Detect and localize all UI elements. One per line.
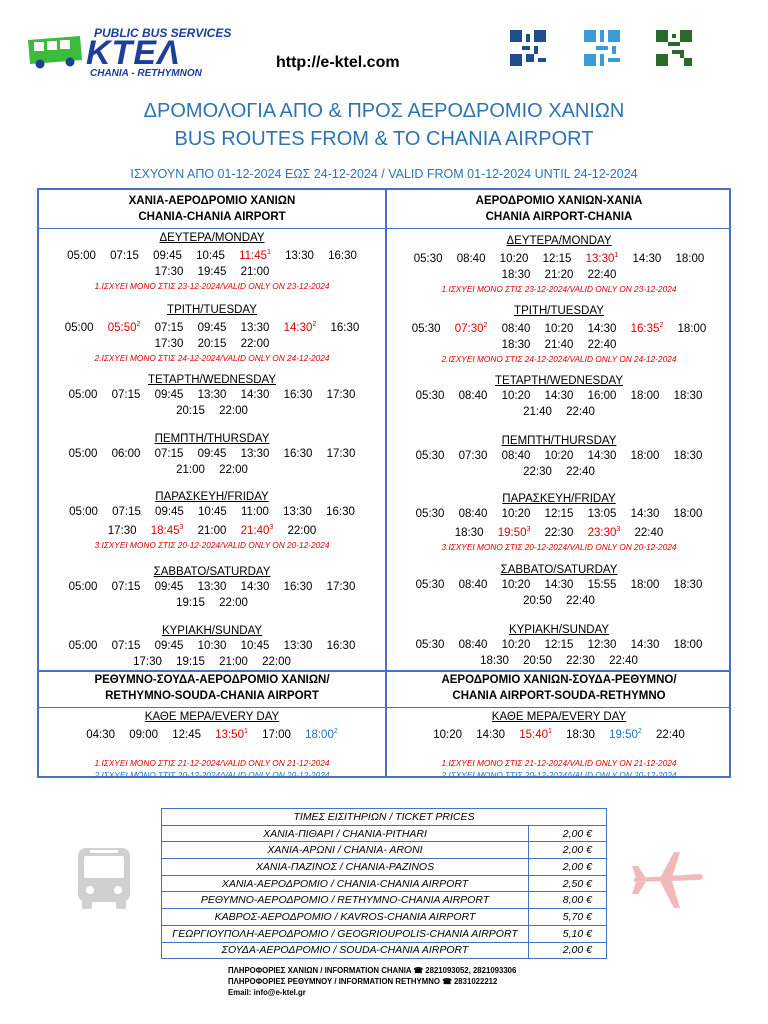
airplane-icon — [630, 848, 706, 912]
rethymno-left-schedule — [39, 710, 385, 781]
day-schedule — [39, 624, 385, 670]
departure-time: 09:45 — [153, 249, 182, 262]
departure-time: 17:30 — [154, 337, 184, 350]
departure-time: 08:40 — [501, 322, 531, 335]
day-schedule — [39, 303, 385, 364]
price-route: ΧΑΝΙΑ-ΠΑΖΙΝΟΣ / CHANIA-PAZINOS — [162, 859, 529, 876]
departure-times-row — [386, 464, 732, 480]
price-route: ΧΑΝΙΑ-ΠΙΘΑΡΙ / CHANIA-PITHARI — [162, 825, 529, 842]
day-schedule — [386, 623, 732, 669]
departure-time: $05:50^2$ — [107, 321, 141, 334]
departure-time: 22:30 — [544, 526, 574, 539]
departure-times-row — [39, 264, 385, 280]
departure-time: 22:30 — [523, 466, 552, 478]
footnote-marker: 1 — [267, 249, 271, 256]
departure-time: 05:30 — [415, 390, 445, 402]
logo-city: CHANIA - RETHYMNON — [90, 68, 202, 79]
day-name: ΚΥΡΙΑΚΗ/SUNDAY — [161, 625, 263, 637]
departure-time: 16:30 — [330, 321, 360, 334]
header-divider — [39, 228, 729, 229]
day-schedule — [39, 373, 385, 419]
departure-times-row — [386, 577, 732, 593]
price-route: ΓΕΩΡΓΙΟΥΠΟΛΗ-ΑΕΡΟΔΡΟΜΙΟ / GEOGRIOUPOLIS-CHANIA AIRPORT — [162, 925, 529, 942]
left-column-header — [39, 193, 385, 225]
departure-time: 13:30 — [283, 640, 313, 652]
departure-time: 05:30 — [415, 639, 445, 651]
departure-time: 18:30 — [454, 526, 484, 539]
departure-time: 20:50 — [523, 655, 552, 667]
departure-time: 16:30 — [326, 506, 355, 518]
departure-time: 21:00 — [176, 464, 205, 476]
departure-time: 22:00 — [262, 656, 291, 668]
departure-time: 16:00 — [587, 390, 617, 402]
footnote-marker: 2 — [333, 728, 338, 735]
departure-times-row — [386, 337, 732, 353]
footnote-marker: 2 — [637, 728, 642, 735]
departure-time: $23:30^3$ — [587, 526, 621, 539]
departure-time: 09:45 — [154, 389, 184, 401]
departure-time: 14:30 — [587, 322, 617, 335]
departure-time: 18:00 — [630, 390, 660, 402]
right-header-gr: ΑΕΡΟΔΡΟΜΙΟ ΧΑΝΙΩΝ-ΧΑΝΙΑ — [475, 195, 643, 207]
rethymno-left-header — [39, 672, 385, 704]
rethymno-right-header-gr: ΑΕΡΟΔΡΟΜΙΟ ΧΑΝΙΩΝ-ΣΟΥΔΑ-ΡΕΘΥΜΝΟ/ — [441, 674, 677, 686]
footnote-marker: 1 — [243, 728, 248, 735]
departure-time: 22:40 — [566, 406, 595, 418]
departure-time: 18:30 — [673, 579, 703, 591]
price-row — [162, 842, 607, 859]
departure-time: 17:30 — [326, 448, 356, 460]
departure-time: 16:30 — [283, 448, 313, 460]
footnote: 1.ΙΣΧΥΕΙ ΜΟΝΟ ΣΤΙΣ 23-12-2024/VALID ONLY ON 23-12-2024 — [441, 283, 677, 294]
departure-time: 08:40 — [456, 252, 486, 265]
departure-time: 10:45 — [198, 506, 227, 518]
departure-times-row — [39, 520, 385, 539]
departure-time: 22:40 — [655, 728, 685, 741]
departure-time: $13:50^1$ — [215, 728, 248, 741]
departure-times-row — [39, 403, 385, 419]
schedule-table — [37, 188, 731, 778]
departure-time: 18:30 — [501, 268, 531, 281]
departure-time: $07:30^2$ — [454, 322, 488, 335]
departure-time: 18:00 — [677, 322, 707, 335]
day-name: ΚΥΡΙΑΚΗ/SUNDAY — [508, 624, 610, 636]
departure-time: 22:40 — [587, 268, 617, 281]
departure-time: 10:20 — [499, 252, 529, 265]
departure-times-row — [39, 446, 385, 462]
price-row — [162, 859, 607, 876]
departure-times-row — [386, 404, 732, 420]
info-rethymno: ΠΛΗΡΟΦΟΡΙΕΣ ΡΕΘΥΜΝΟΥ / INFORMATION RETHYMNO ☎ 2831022212 — [228, 977, 498, 986]
right-header-en: CHANIA AIRPORT-CHANIA — [485, 211, 633, 223]
validity-period: ΙΣΧΥΟΥΝ ΑΠΟ 01-12-2024 ΕΩΣ 24-12-2024 / VALID FROM 01-12-2024 UNTIL 24-12-2024 — [130, 167, 638, 181]
departure-time: 22:00 — [287, 524, 317, 537]
departure-time: 05:00 — [67, 249, 96, 262]
footnote-marker: 3 — [526, 526, 531, 533]
departure-time: 17:30 — [107, 524, 137, 537]
departure-time: 17:00 — [262, 728, 291, 741]
departure-time: 07:15 — [154, 448, 184, 460]
departure-time: 10:20 — [544, 450, 574, 462]
departure-times-row — [386, 267, 732, 283]
departure-time: 18:30 — [673, 450, 703, 462]
price-row — [162, 925, 607, 942]
departure-time: 05:00 — [68, 581, 98, 593]
departure-time: 10:20 — [501, 390, 531, 402]
departure-time: 09:45 — [197, 448, 227, 460]
price-value: 2,50 € — [529, 875, 607, 892]
departure-time: 18:00 — [675, 252, 705, 265]
day-name: ΤΕΤΑΡΤΗ/WEDNESDAY — [148, 374, 276, 386]
departure-time: 07:15 — [111, 581, 141, 593]
departure-time: 16:30 — [283, 389, 313, 401]
price-route: ΚΑΒΡΟΣ-ΑΕΡΟΔΡΟΜΙΟ / KAVROS-CHANIA AIRPORT — [162, 909, 529, 926]
departure-time: 10:20 — [501, 639, 531, 651]
right-column-header — [386, 193, 732, 225]
departure-time: 17:30 — [154, 265, 184, 278]
departure-time: 15:55 — [587, 579, 617, 591]
departure-time: 07:15 — [111, 389, 141, 401]
departure-time: $11:45^1$ — [239, 249, 271, 262]
day-schedule — [39, 231, 385, 292]
departure-times-row — [39, 504, 385, 520]
departure-time: 22:40 — [566, 466, 595, 478]
departure-times-row — [39, 336, 385, 352]
website-url[interactable]: http://e-ktel.com — [276, 54, 400, 71]
logo-brand: KTEΛ — [86, 34, 181, 72]
departure-time: 05:30 — [413, 252, 443, 265]
departure-time: 09:45 — [155, 506, 184, 518]
ticket-prices-body — [162, 825, 607, 959]
departure-time: 14:30 — [632, 252, 662, 265]
footnote-marker: 2 — [659, 322, 664, 329]
departure-time: 12:15 — [544, 639, 574, 651]
day-schedule — [386, 492, 732, 553]
departure-time: 10:20 — [433, 728, 463, 741]
departure-time: 17:30 — [133, 656, 162, 668]
departure-time: 21:20 — [544, 268, 574, 281]
departure-time: 14:30 — [544, 579, 574, 591]
departure-time: 21:00 — [219, 656, 248, 668]
departure-time: 17:30 — [326, 389, 356, 401]
departure-time: 18:00 — [673, 508, 703, 520]
day-schedule — [386, 434, 732, 480]
departure-times-row — [386, 653, 732, 669]
departure-time: 14:30 — [630, 508, 660, 520]
day-name: ΤΡΙΤΗ/TUESDAY — [514, 305, 604, 317]
price-row — [162, 909, 607, 926]
departure-times-row — [386, 318, 732, 337]
price-row — [162, 875, 607, 892]
departure-time: 20:15 — [176, 405, 205, 417]
rethymno-left-header-en: RETHYMNO-SOUDA-CHANIA AIRPORT — [105, 690, 319, 702]
price-value: 2,00 € — [529, 825, 607, 842]
departure-time: 04:30 — [86, 728, 116, 741]
day-schedule — [386, 374, 732, 420]
departure-time: 13:30 — [240, 321, 270, 334]
departure-time: 14:30 — [630, 639, 660, 651]
departure-time: 14:30 — [544, 390, 574, 402]
departure-time: 21:00 — [197, 524, 227, 537]
day-name: ΚΑΘΕ ΜΕΡΑ/EVERY DAY — [144, 711, 280, 723]
departure-time: 10:30 — [197, 640, 227, 652]
day-name: ΠΑΡΑΣΚΕΥΗ/FRIDAY — [502, 493, 616, 505]
day-name: ΠΕΜΠΤΗ/THURSDAY — [501, 435, 617, 447]
departure-time: 08:40 — [458, 508, 488, 520]
price-value: 2,00 € — [529, 842, 607, 859]
info-chania: ΠΛΗΡΟΦΟΡΙΕΣ ΧΑΝΙΩΝ / INFORMATION CHANIA ☎ 2821093052, 2821093306 — [228, 966, 517, 975]
departure-time: 10:45 — [196, 249, 225, 262]
day-name: ΔΕΥΤΕΡΑ/MONDAY — [506, 235, 612, 247]
price-row — [162, 892, 607, 909]
header — [0, 0, 768, 90]
departure-time: 19:45 — [197, 265, 227, 278]
departure-time: 22:40 — [566, 595, 595, 607]
departure-time: 10:45 — [240, 640, 270, 652]
day-schedule — [39, 432, 385, 478]
departure-times-row — [386, 522, 732, 541]
day-name: ΣΑΒΒΑΤΟ/SATURDAY — [153, 566, 271, 578]
departure-time: 05:00 — [68, 448, 98, 460]
departure-time: 17:30 — [326, 581, 356, 593]
departure-time: 13:30 — [240, 448, 270, 460]
departure-time: 18:00 — [630, 450, 660, 462]
departure-time: 12:30 — [587, 639, 617, 651]
page-title-gr: ΔΡΟΜΟΛΟΓΙΑ ΑΠΟ & ΠΡΟΣ ΑΕΡΟΔΡΟΜΙΟ ΧΑΝΙΩΝ — [143, 100, 625, 122]
footnote: 3.ΙΣΧΥΕΙ ΜΟΝΟ ΣΤΙΣ 20-12-2024/VALID ONLY ON 20-12-2024 — [94, 539, 330, 550]
departure-times-row — [39, 654, 385, 670]
departure-times-row — [386, 637, 732, 653]
departure-time: 20:50 — [523, 595, 552, 607]
footnote: 2.ΙΣΧΥΕΙ ΜΟΝΟ ΣΤΙΣ 20-12-2024/VALID ONLY ON 20-12-2024 — [441, 769, 677, 780]
departure-time: 18:30 — [501, 338, 531, 351]
departure-time: 22:00 — [219, 405, 248, 417]
departure-time: 05:30 — [415, 450, 445, 462]
departure-time: 18:30 — [566, 728, 595, 741]
departure-time: 13:30 — [283, 506, 312, 518]
departure-time: 08:40 — [458, 390, 488, 402]
departure-time: 14:30 — [240, 581, 270, 593]
rethymno-right-header-en: CHANIA AIRPORT-SOUDA-RETHYMNO — [452, 690, 666, 702]
departure-time: 09:45 — [154, 640, 184, 652]
page-title-en: BUS ROUTES FROM & TO CHANIA AIRPORT — [174, 128, 594, 150]
departure-time: 18:30 — [480, 655, 509, 667]
footnote: 2.ΙΣΧΥΕΙ ΜΟΝΟ ΣΤΙΣ 24-12-2024/VALID ONLY ON 24-12-2024 — [441, 353, 677, 364]
departure-times-row — [39, 724, 385, 743]
departure-time: 07:15 — [154, 321, 184, 334]
departure-time: 10:20 — [544, 322, 574, 335]
departure-time: 13:30 — [285, 249, 314, 262]
logo-bus-icon — [24, 34, 84, 70]
departure-time: 22:00 — [219, 597, 248, 609]
departure-time: 05:00 — [68, 389, 98, 401]
day-name: ΣΑΒΒΑΤΟ/SATURDAY — [500, 564, 618, 576]
departure-time: 18:30 — [673, 390, 703, 402]
departure-time: $15:40^1$ — [519, 728, 552, 741]
qr-code-icon[interactable] — [656, 30, 692, 66]
price-value: 2,00 € — [529, 859, 607, 876]
departure-time: $14:30^2$ — [283, 321, 317, 334]
footnote: 1.ΙΣΧΥΕΙ ΜΟΝΟ ΣΤΙΣ 21-12-2024/VALID ONLY ON 21-12-2024 — [441, 757, 677, 768]
departure-time: 07:15 — [110, 249, 139, 262]
departure-time: 16:30 — [326, 640, 356, 652]
footnote-marker: 1 — [614, 252, 619, 259]
departure-time: 10:20 — [501, 579, 531, 591]
day-name: ΤΡΙΤΗ/TUESDAY — [167, 304, 257, 316]
departure-time: $18:00^2$ — [305, 728, 338, 741]
departure-time: 22:00 — [219, 464, 248, 476]
departure-times-row — [39, 387, 385, 403]
departure-time: 05:00 — [64, 321, 94, 334]
departure-time: 18:00 — [630, 579, 660, 591]
ticket-prices-title: ΤΙΜΕΣ ΕΙΣΙΤΗΡΙΩΝ / TICKET PRICES — [162, 809, 607, 826]
day-schedule — [386, 563, 732, 609]
departure-time: 05:00 — [68, 640, 98, 652]
departure-time: $16:35^2$ — [630, 322, 664, 335]
price-value: 8,00 € — [529, 892, 607, 909]
footnote: 3.ΙΣΧΥΕΙ ΜΟΝΟ ΣΤΙΣ 20-12-2024/VALID ONLY ON 20-12-2024 — [441, 541, 677, 552]
footnote-marker: 1 — [547, 728, 552, 735]
departure-time: 21:00 — [240, 265, 270, 278]
departure-time: $19:50^2$ — [609, 728, 642, 741]
departure-times-row — [386, 248, 732, 267]
departure-time: 22:30 — [566, 655, 595, 667]
rethymno-right-schedule — [386, 710, 732, 781]
day-schedule — [386, 234, 732, 295]
price-value: 5,10 € — [529, 925, 607, 942]
day-name: ΔΕΥΤΕΡΑ/MONDAY — [159, 232, 265, 244]
departure-time: 05:00 — [69, 506, 98, 518]
departure-time: $18:45^3$ — [150, 524, 184, 537]
price-route: ΧΑΝΙΑ-ΑΕΡΟΔΡΟΜΙΟ / CHANIA-CHANIA AIRPORT — [162, 875, 529, 892]
footnote-marker: 2 — [312, 321, 317, 328]
day-schedule — [39, 490, 385, 551]
departure-time: 07:15 — [111, 640, 141, 652]
departure-times-row — [386, 724, 732, 743]
left-header-en: CHANIA-CHANIA AIRPORT — [138, 211, 286, 223]
departure-time: 07:30 — [458, 450, 488, 462]
departure-time: 14:30 — [587, 450, 617, 462]
departure-time: 21:40 — [544, 338, 574, 351]
departure-time: 09:45 — [197, 321, 227, 334]
day-name: ΤΕΤΑΡΤΗ/WEDNESDAY — [495, 375, 623, 387]
departure-time: 22:00 — [240, 337, 270, 350]
departure-time: 12:15 — [544, 508, 574, 520]
departure-times-row — [386, 593, 732, 609]
departure-time: 07:15 — [112, 506, 141, 518]
price-route: ΣΟΥΔΑ-ΑΕΡΟΔΡΟΜΙΟ / SOUDA-CHANIA AIRPORT — [162, 942, 529, 959]
departure-time: 11:00 — [241, 506, 269, 518]
departure-times-row — [386, 388, 732, 404]
bus-icon — [76, 846, 132, 910]
rethymno-right-header — [386, 672, 732, 704]
price-route: ΧΑΝΙΑ-ΑΡΩΝΙ / CHANIA- ARONI — [162, 842, 529, 859]
price-row — [162, 942, 607, 959]
departure-time: 13:30 — [197, 581, 227, 593]
day-schedule — [39, 565, 385, 611]
departure-time: 22:40 — [587, 338, 617, 351]
departure-time: 13:05 — [587, 508, 617, 520]
departure-time: 12:45 — [172, 728, 201, 741]
departure-times-row — [386, 506, 732, 522]
departure-time: $13:30^1$ — [585, 252, 619, 265]
departure-time: 21:40 — [523, 406, 552, 418]
info-email[interactable]: Email: info@e-ktel.gr — [228, 988, 306, 997]
footnote-marker: 3 — [269, 524, 274, 531]
departure-time: 20:15 — [197, 337, 227, 350]
departure-time: 10:20 — [501, 508, 531, 520]
day-name: ΚΑΘΕ ΜΕΡΑ/EVERY DAY — [491, 711, 627, 723]
departure-time: 19:15 — [176, 597, 205, 609]
departure-time: $21:40^3$ — [240, 524, 274, 537]
departure-time: 14:30 — [240, 389, 270, 401]
departure-time: 05:30 — [411, 322, 441, 335]
rethymno-header-divider — [39, 707, 729, 708]
ticket-prices-table — [161, 808, 607, 959]
departure-time: 06:00 — [111, 448, 141, 460]
departure-times-row — [386, 448, 732, 464]
departure-times-row — [39, 317, 385, 336]
footnote-marker: 3 — [616, 526, 621, 533]
departure-times-row — [39, 245, 385, 264]
departure-time: $19:50^3$ — [497, 526, 531, 539]
footnote-marker: 2 — [136, 321, 141, 328]
price-row — [162, 825, 607, 842]
day-name: ΠΑΡΑΣΚΕΥΗ/FRIDAY — [155, 491, 269, 503]
departure-times-row — [39, 579, 385, 595]
footnote: 1.ΙΣΧΥΕΙ ΜΟΝΟ ΣΤΙΣ 21-12-2024/VALID ONLY ON 21-12-2024 — [94, 757, 330, 768]
footnote: 2.ΙΣΧΥΕΙ ΜΟΝΟ ΣΤΙΣ 20-12-2024/VALID ONLY ON 20-12-2024 — [94, 769, 330, 780]
price-value: 5,70 € — [529, 909, 607, 926]
departure-time: 08:40 — [458, 639, 488, 651]
departure-time: 08:40 — [458, 579, 488, 591]
departure-time: 19:15 — [176, 656, 205, 668]
departure-time: 05:30 — [415, 508, 445, 520]
departure-time: 14:30 — [476, 728, 505, 741]
ktel-logo — [24, 24, 232, 80]
logo-tagline: PUBLIC BUS SERVICES — [94, 26, 232, 40]
price-value: 2,00 € — [529, 942, 607, 959]
departure-time: 22:40 — [634, 526, 664, 539]
departure-time: 08:40 — [501, 450, 531, 462]
departure-times-row — [39, 462, 385, 478]
day-name: ΠΕΜΠΤΗ/THURSDAY — [154, 433, 270, 445]
departure-time: 09:45 — [154, 581, 184, 593]
departure-time: 09:00 — [129, 728, 158, 741]
departure-time: 16:30 — [283, 581, 313, 593]
departure-time: 13:30 — [197, 389, 227, 401]
rethymno-left-header-gr: ΡΕΘΥΜΝΟ-ΣΟΥΔΑ-ΑΕΡΟΔΡΟΜΙΟ ΧΑΝΙΩΝ/ — [94, 674, 330, 686]
departure-time: 22:40 — [609, 655, 638, 667]
departure-time: 12:15 — [542, 252, 572, 265]
footnote-marker: 3 — [179, 524, 184, 531]
price-route: ΡΕΘΥΜΝΟ-ΑΕΡΟΔΡΟΜΙΟ / RETHYMNO-CHANIA AIRPORT — [162, 892, 529, 909]
departure-times-row — [39, 638, 385, 654]
footnote: 2.ΙΣΧΥΕΙ ΜΟΝΟ ΣΤΙΣ 24-12-2024/VALID ONLY ON 24-12-2024 — [94, 352, 330, 363]
departure-time: 05:30 — [415, 579, 445, 591]
departure-time: 18:00 — [673, 639, 703, 651]
footnote: 1.ΙΣΧΥΕΙ ΜΟΝΟ ΣΤΙΣ 23-12-2024/VALID ONLY ON 23-12-2024 — [94, 280, 330, 291]
day-schedule — [386, 304, 732, 365]
departure-time: 16:30 — [328, 249, 357, 262]
qr-code-icon[interactable] — [584, 30, 620, 66]
departure-times-row — [39, 595, 385, 611]
left-header-gr: ΧΑΝΙΑ-ΑΕΡΟΔΡΟΜΙΟ ΧΑΝΙΩΝ — [128, 195, 296, 207]
qr-code-icon[interactable] — [510, 30, 546, 66]
footnote-marker: 2 — [483, 322, 488, 329]
